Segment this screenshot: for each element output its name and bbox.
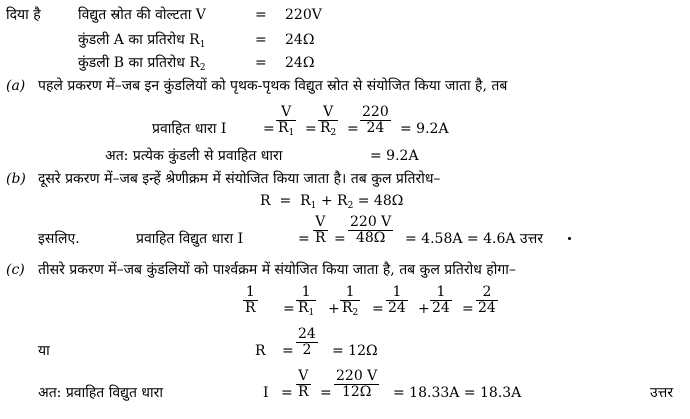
part-c-eq1: = (283, 301, 295, 317)
part-a-fraction-v-r2: V $R_2$ (320, 104, 337, 138)
part-b-marker: (b) (6, 171, 26, 187)
part-b-current-label: प्रवाहित विद्युत धारा I (136, 231, 244, 247)
given-voltage-eq: = (255, 7, 267, 23)
part-c-r-result: = 12Ω (332, 343, 378, 359)
part-c-fraction-220-12: 220 V 12Ω (336, 368, 378, 400)
part-b-fraction-220-48: 220 V 48Ω (350, 214, 392, 246)
part-a-marker: (a) (6, 78, 26, 94)
part-b-result: = 4.58A = 4.6A उत्तर (405, 231, 543, 247)
part-c-eq3: = (462, 301, 474, 317)
part-b-eq2: = (334, 231, 346, 247)
given-r1-value: 24Ω (285, 32, 315, 48)
part-a-eq2: = (305, 121, 317, 137)
part-c-fraction-1-r1: 1 $R_1$ (298, 284, 315, 318)
part-a-fraction-220-24: 220 24 (362, 104, 389, 136)
part-c-therefore: अत: प्रवाहित विद्युत धारा (38, 385, 163, 401)
part-b-text: दूसरे प्रकरण में–जब इन्हें श्रेणीक्रम में संयोजित किया जाता है। तब कुल प्रतिरोध– (38, 171, 441, 187)
part-a-conclusion-value: = 9.2A (370, 148, 419, 164)
part-c-eq2: = (372, 301, 384, 317)
part-c-answer: उत्तर (650, 385, 674, 401)
part-c-fraction-24-2: 24 2 (298, 326, 316, 358)
part-a-text: पहले प्रकरण में–जब इन कुंडलियों को पृथक-पृथक विद्युत स्रोत से संयोजित किया जाता है, तब (38, 78, 508, 94)
part-c-fraction-1-24-b: 1 24 (432, 284, 450, 316)
part-a-current-label: प्रवाहित धारा I (152, 121, 227, 137)
part-c-text: तीसरे प्रकरण में–जब कुंडलियों को पार्श्वक्रम में संयोजित किया जाता है, तब कुल प्रतिरोध होगा– (38, 262, 516, 278)
part-c-i-result: = 18.33A = 18.3A (393, 385, 522, 401)
part-c-i-left: I (263, 385, 269, 401)
part-c-i-eq: = (281, 385, 293, 401)
given-r1-text: कुंडली A का प्रतिरोध $R_1$ (78, 32, 206, 50)
part-c-marker: (c) (6, 262, 25, 278)
part-c-or: या (38, 343, 50, 359)
given-voltage-text: विद्युत स्रोत की वोल्टता V (78, 7, 206, 23)
part-a-fraction-v-r1: V $R_1$ (278, 104, 295, 138)
part-a-eq: = (263, 121, 275, 137)
part-b-eq: = (298, 231, 310, 247)
part-a-result: = 9.2A (400, 121, 449, 137)
given-label: दिया है (6, 7, 41, 23)
part-c-fraction-v-r: V R (298, 368, 309, 400)
part-c-fraction-1-24-a: 1 24 (388, 284, 406, 316)
given-voltage-value: 220V (285, 7, 322, 23)
part-b-fraction-v-r: V R (315, 214, 326, 246)
given-r2-eq: = (255, 55, 267, 71)
given-r1-eq: = (255, 32, 267, 48)
given-r2-value: 24Ω (285, 55, 315, 71)
stray-dot (568, 237, 571, 240)
part-c-plus1: + (328, 301, 340, 317)
given-r2-text: कुंडली B का प्रतिरोध $R_2$ (78, 55, 206, 73)
part-c-r-left: R (255, 343, 266, 359)
part-a-conclusion: अत: प्रत्येक कुंडली से प्रवाहित धारा (105, 148, 283, 164)
part-c-fraction-2-24: 2 24 (478, 284, 496, 316)
part-c-plus2: + (418, 301, 430, 317)
part-a-eq3: = (347, 121, 359, 137)
part-b-resistance-equation: $R = R_1 + R_2 = 48\Omega$ (260, 193, 404, 211)
part-c-fraction-1-r: 1 R (245, 284, 256, 316)
part-c-r-eq: = (282, 343, 294, 359)
part-c-fraction-1-r2: 1 $R_2$ (342, 284, 359, 318)
part-b-therefore: इसलिए. (38, 231, 80, 247)
part-c-i-eq2: = (320, 385, 332, 401)
